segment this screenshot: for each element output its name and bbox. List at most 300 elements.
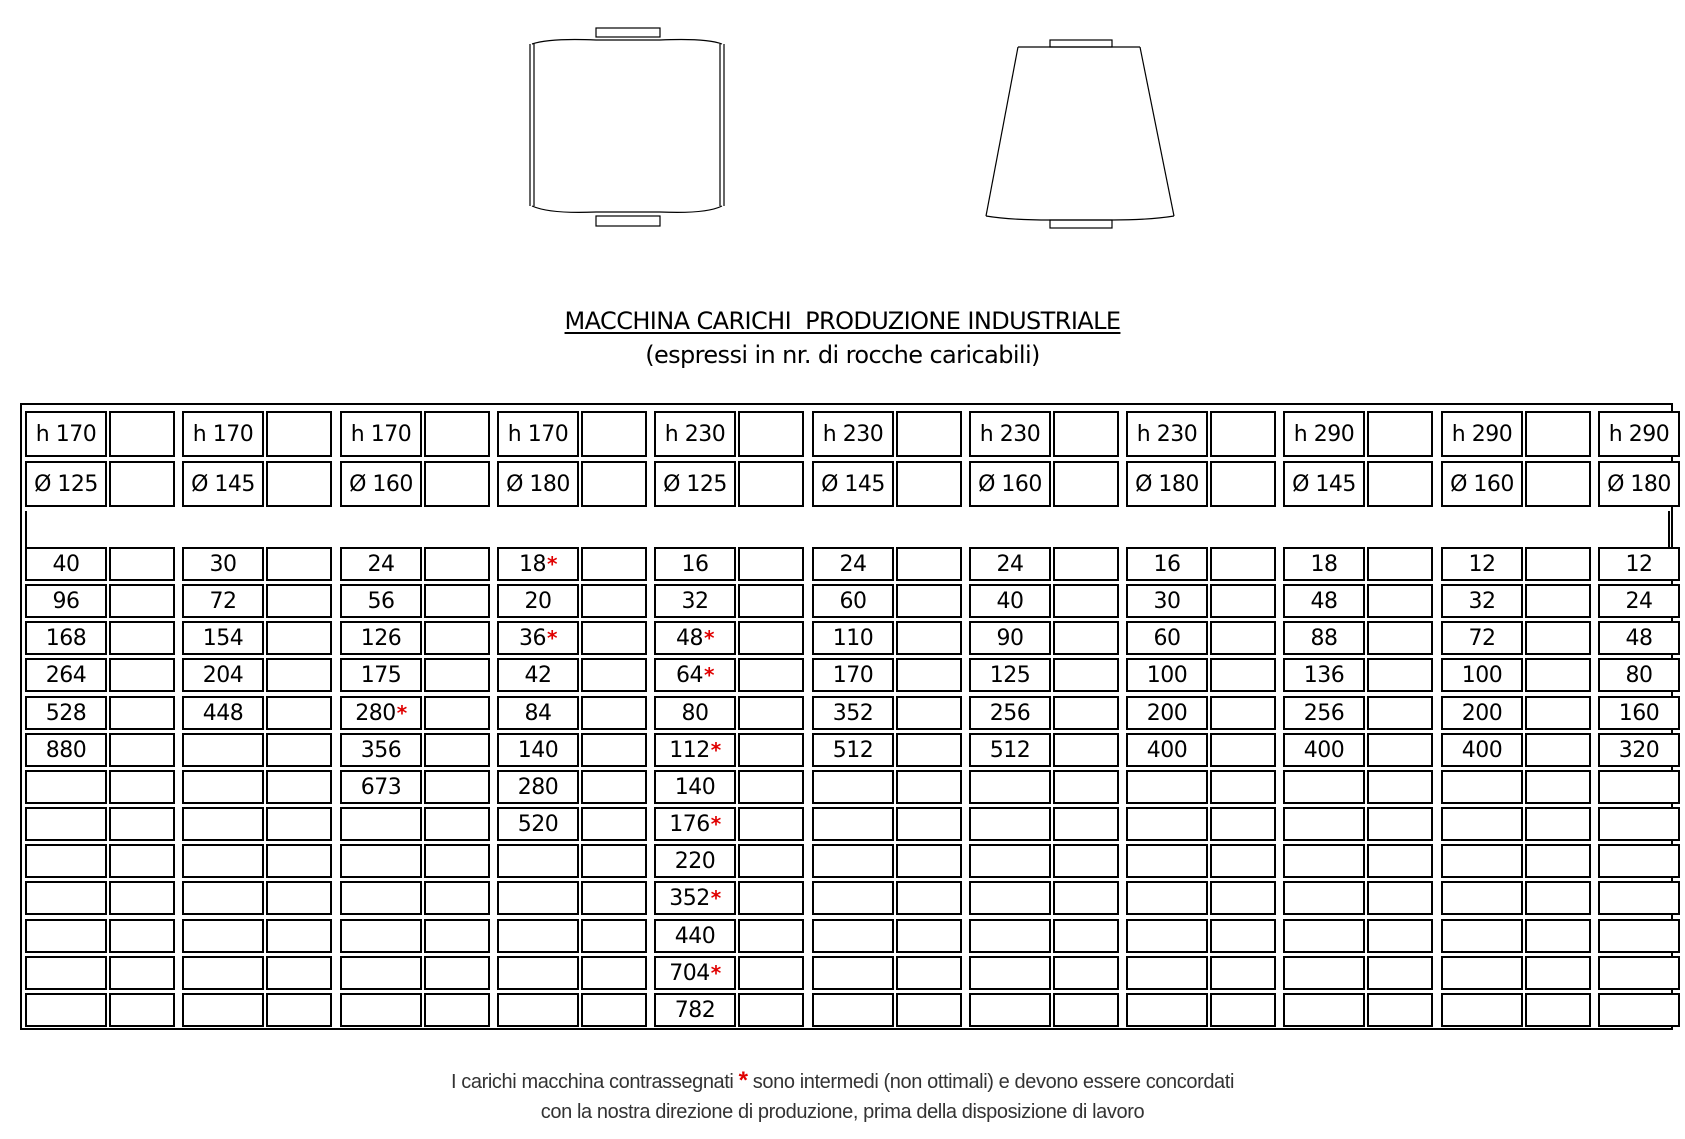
column-height-header [969,411,1051,457]
table-cell [25,733,107,767]
spacer-cell [738,621,804,655]
table-cell [25,621,107,655]
spacer-cell [1210,733,1276,767]
table-cell [1126,919,1208,953]
cell-value: h 290 [1293,421,1355,447]
spacer-cell [424,919,490,953]
table-cell [1598,621,1680,655]
spacer-cell [896,844,962,878]
spacer-cell [109,770,175,804]
spacer-cell [1367,733,1433,767]
spacer-cell [581,658,647,692]
table-cell [182,770,264,804]
table-cell [182,621,264,655]
spacer-cell [266,956,332,990]
table-cell [497,919,579,953]
spacer-cell [896,807,962,841]
cell-value: h 170 [192,421,254,447]
spacer-cell [581,696,647,730]
spacer-cell [896,411,962,457]
table-cell [1126,621,1208,655]
spacer-cell [424,584,490,618]
table-cell [969,807,1051,841]
cell-value: h 290 [1451,421,1513,447]
spacer-cell [1367,956,1433,990]
spacer-cell [1367,584,1433,618]
table-cell [497,584,579,618]
spacer-cell [738,658,804,692]
table-cell [654,547,736,581]
cell-value: 112 [669,737,710,763]
cell-value: 440 [674,923,716,949]
table-cell [497,956,579,990]
cell-value: 110 [832,625,874,651]
table-cell [1598,770,1680,804]
table-cell [654,733,736,767]
table-cell [969,844,1051,878]
column-diameter-header [1283,461,1365,507]
table-cell [812,770,894,804]
spacer-cell [896,733,962,767]
table-cell [1283,696,1365,730]
spacer-cell [738,956,804,990]
spacer-cell [581,881,647,915]
spacer-cell [896,696,962,730]
cell-value: 520 [517,811,559,837]
table-cell [1441,881,1523,915]
cell-value: 673 [360,774,402,800]
intermediate-marker-star-icon: * [704,626,714,650]
cell-value: 175 [360,662,402,688]
table-cell [969,770,1051,804]
cell-value: 16 [1153,551,1181,577]
cell-value: 280 [517,774,559,800]
spacer-cell [266,621,332,655]
table-cell [1598,956,1680,990]
spacer-cell [1525,696,1591,730]
cell-value: 400 [1146,737,1188,763]
spacer-cell [1525,807,1591,841]
header-separator-band [25,511,1670,547]
spacer-cell [424,461,490,507]
table-cell [1441,584,1523,618]
intermediate-marker-star-icon: * [547,552,557,576]
cell-value: 64 [676,662,704,688]
cell-value: 12 [1468,551,1496,577]
spacer-cell [1053,547,1119,581]
cell-value: Ø 125 [663,471,727,497]
cell-value: 140 [517,737,559,763]
table-cell [1598,919,1680,953]
cell-value: 60 [1153,625,1181,651]
table-cell [969,584,1051,618]
table-cell [182,807,264,841]
cell-value: 32 [1468,588,1496,614]
cell-value: 126 [360,625,402,651]
spacer-cell [1053,919,1119,953]
table-cell [812,956,894,990]
spacer-cell [109,844,175,878]
cell-value: 352 [669,885,710,911]
spacer-cell [738,547,804,581]
spacer-cell [1210,461,1276,507]
spacer-cell [266,993,332,1027]
spacer-cell [1210,919,1276,953]
table-cell [340,621,422,655]
spacer-cell [424,658,490,692]
spacer-cell [1210,584,1276,618]
spacer-cell [581,993,647,1027]
table-cell [1126,881,1208,915]
cell-value: Ø 160 [978,471,1042,497]
table-cell [25,956,107,990]
spacer-cell [1525,621,1591,655]
table-cell [654,956,736,990]
page-subtitle: (espressi in nr. di rocche caricabili) [645,341,1040,369]
column-height-header [182,411,264,457]
cell-value: 220 [674,848,716,874]
spacer-cell [109,733,175,767]
table-cell [1283,956,1365,990]
table-cell [1441,844,1523,878]
spacer-cell [581,733,647,767]
cell-value: 170 [832,662,874,688]
spacer-cell [424,881,490,915]
table-cell [497,621,579,655]
table-cell [1598,807,1680,841]
table-cell [969,993,1051,1027]
footnote [0,1066,1685,1127]
spacer-cell [1525,919,1591,953]
table-cell [340,696,422,730]
spacer-cell [424,547,490,581]
spacer-cell [581,547,647,581]
spacer-cell [1210,621,1276,655]
cell-value: 16 [681,551,709,577]
spacer-cell [109,658,175,692]
cell-value: h 230 [1136,421,1198,447]
cell-value: 280 [355,700,396,726]
spacer-cell [1525,881,1591,915]
table-cell [1283,807,1365,841]
table-cell [1283,919,1365,953]
spacer-cell [1053,658,1119,692]
cell-value: 40 [52,551,80,577]
cell-value: Ø 145 [821,471,885,497]
table-cell [497,770,579,804]
spacer-cell [266,919,332,953]
spacer-cell [1210,770,1276,804]
spacer-cell [266,584,332,618]
column-diameter-header [25,461,107,507]
cell-value: 48 [1625,625,1653,651]
spacer-cell [1367,696,1433,730]
table-cell [1283,770,1365,804]
spacer-cell [1053,584,1119,618]
table-cell [1441,621,1523,655]
spacer-cell [109,807,175,841]
spacer-cell [738,461,804,507]
cell-value: 84 [524,700,552,726]
spacer-cell [1053,411,1119,457]
cell-value: 264 [45,662,87,688]
spacer-cell [1053,993,1119,1027]
spacer-cell [738,584,804,618]
cell-value: 12 [1625,551,1653,577]
table-cell [340,658,422,692]
spacer-cell [109,547,175,581]
cell-value: 140 [674,774,716,800]
cell-value: 24 [839,551,867,577]
table-cell [340,770,422,804]
spacer-cell [266,547,332,581]
table-cell [1441,733,1523,767]
spacer-cell [1367,881,1433,915]
column-height-header [1283,411,1365,457]
spacer-cell [109,696,175,730]
spacer-cell [1210,993,1276,1027]
spacer-cell [1525,547,1591,581]
table-cell [969,881,1051,915]
cell-value: 782 [674,997,716,1023]
spacer-cell [1210,696,1276,730]
spacer-cell [581,807,647,841]
cell-value: 88 [1310,625,1338,651]
cell-value: 204 [202,662,244,688]
cell-value: 400 [1461,737,1503,763]
spacer-cell [424,956,490,990]
cell-value: 72 [209,588,237,614]
cell-value: 200 [1146,700,1188,726]
spacer-cell [1525,993,1591,1027]
table-cell [812,919,894,953]
cell-value: 168 [45,625,87,651]
cell-value: 48 [676,625,704,651]
spacer-cell [109,881,175,915]
spacer-cell [424,621,490,655]
table-cell [812,881,894,915]
cell-value: 880 [45,737,87,763]
table-cell [340,919,422,953]
table-cell [1283,621,1365,655]
table-cell [812,547,894,581]
spacer-cell [1525,956,1591,990]
cell-value: 154 [202,625,244,651]
spacer-cell [738,844,804,878]
spacer-cell [581,584,647,618]
column-height-header [497,411,579,457]
cell-value: 20 [524,588,552,614]
table-cell [1126,547,1208,581]
spacer-cell [1525,411,1591,457]
cell-value: h 290 [1608,421,1670,447]
spacer-cell [266,461,332,507]
table-cell [340,733,422,767]
spacer-cell [1053,696,1119,730]
table-cell [654,696,736,730]
cell-value: 60 [839,588,867,614]
footnote-text-after: sono intermedi (non ottimali) e devono essere concordati [752,1071,1234,1093]
spacer-cell [896,919,962,953]
table-cell [25,844,107,878]
footnote-line-1 [0,1066,1685,1097]
cell-value: 80 [1625,662,1653,688]
table-cell [812,993,894,1027]
spacer-cell [896,621,962,655]
table-cell [1598,733,1680,767]
cell-value: 90 [996,625,1024,651]
table-cell [1283,584,1365,618]
table-cell [497,881,579,915]
cell-value: 125 [989,662,1031,688]
cell-value: 256 [1303,700,1345,726]
table-cell [182,993,264,1027]
column-diameter-header [654,461,736,507]
spacer-cell [581,770,647,804]
table-cell [969,956,1051,990]
intermediate-marker-star-icon: * [710,812,721,836]
table-cell [1126,993,1208,1027]
spacer-cell [1367,461,1433,507]
cell-value: Ø 160 [349,471,413,497]
table-cell [497,993,579,1027]
cell-value: 24 [367,551,395,577]
table-cell [182,658,264,692]
table-cell [25,584,107,618]
spacer-cell [109,584,175,618]
cell-value: 160 [1618,700,1660,726]
spacer-cell [738,993,804,1027]
table-cell [1441,547,1523,581]
table-cell [1598,844,1680,878]
marker-star-icon: * [738,1067,748,1094]
spacer-cell [109,993,175,1027]
table-cell [340,956,422,990]
table-cell [1598,993,1680,1027]
spacer-cell [109,919,175,953]
column-diameter-header [182,461,264,507]
table-cell [1126,807,1208,841]
table-cell [654,770,736,804]
spacer-cell [1525,584,1591,618]
spacer-cell [896,993,962,1027]
spacer-cell [896,461,962,507]
cell-value: 136 [1303,662,1345,688]
spacer-cell [581,621,647,655]
spacer-cell [581,956,647,990]
cell-value: h 230 [664,421,726,447]
table-cell [25,547,107,581]
spacer-cell [581,461,647,507]
spacer-cell [1367,411,1433,457]
table-cell [654,621,736,655]
spacer-cell [266,844,332,878]
cell-value: h 230 [822,421,884,447]
table-cell [1283,547,1365,581]
spacer-cell [1525,658,1591,692]
cell-value: 356 [360,737,402,763]
table-cell [1598,547,1680,581]
spacer-cell [1210,844,1276,878]
spacer-cell [896,547,962,581]
spacer-cell [1210,658,1276,692]
table-cell [1126,733,1208,767]
spacer-cell [1367,658,1433,692]
table-cell [497,733,579,767]
column-height-header [25,411,107,457]
cell-value: 352 [832,700,874,726]
spacer-cell [109,621,175,655]
cell-value: 30 [209,551,237,577]
spacer-cell [1210,956,1276,990]
spacer-cell [1053,881,1119,915]
spacer-cell [1053,844,1119,878]
spacer-cell [1210,881,1276,915]
cell-value: Ø 180 [1135,471,1199,497]
intermediate-marker-star-icon: * [704,663,714,687]
table-cell [340,547,422,581]
table-cell [1126,956,1208,990]
table-cell [182,844,264,878]
cell-value: 18 [519,551,547,577]
intermediate-marker-star-icon: * [710,738,721,762]
intermediate-marker-star-icon: * [710,886,721,910]
spacer-cell [1053,621,1119,655]
cell-value: 96 [52,588,80,614]
column-height-header [654,411,736,457]
cell-value: 200 [1461,700,1503,726]
table-cell [1283,733,1365,767]
spacer-cell [1053,733,1119,767]
table-cell [497,658,579,692]
table-cell [654,584,736,618]
table-cell [340,844,422,878]
spacer-cell [266,770,332,804]
column-diameter-header [1598,461,1680,507]
cell-value: 100 [1461,662,1503,688]
column-diameter-header [497,461,579,507]
intermediate-marker-star-icon: * [547,626,557,650]
table-cell [340,584,422,618]
cell-value: Ø 180 [506,471,570,497]
spacer-cell [738,733,804,767]
spacer-cell [1053,770,1119,804]
cell-value: 24 [1625,588,1653,614]
table-cell [1441,658,1523,692]
table-cell [969,696,1051,730]
spacer-cell [581,919,647,953]
cell-value: h 170 [350,421,412,447]
intermediate-marker-star-icon: * [710,961,721,985]
spacer-cell [1210,411,1276,457]
cell-value: 704 [669,960,710,986]
spacer-cell [1210,807,1276,841]
table-cell [1441,696,1523,730]
column-height-header [1598,411,1680,457]
spacer-cell [896,658,962,692]
table-cell [1283,993,1365,1027]
table-cell [812,696,894,730]
table-cell [969,658,1051,692]
table-cell [812,621,894,655]
spacer-cell [266,733,332,767]
table-cell [654,881,736,915]
table-cell [182,584,264,618]
table-cell [1126,844,1208,878]
spacer-cell [424,807,490,841]
spacer-cell [738,807,804,841]
column-diameter-header [812,461,894,507]
